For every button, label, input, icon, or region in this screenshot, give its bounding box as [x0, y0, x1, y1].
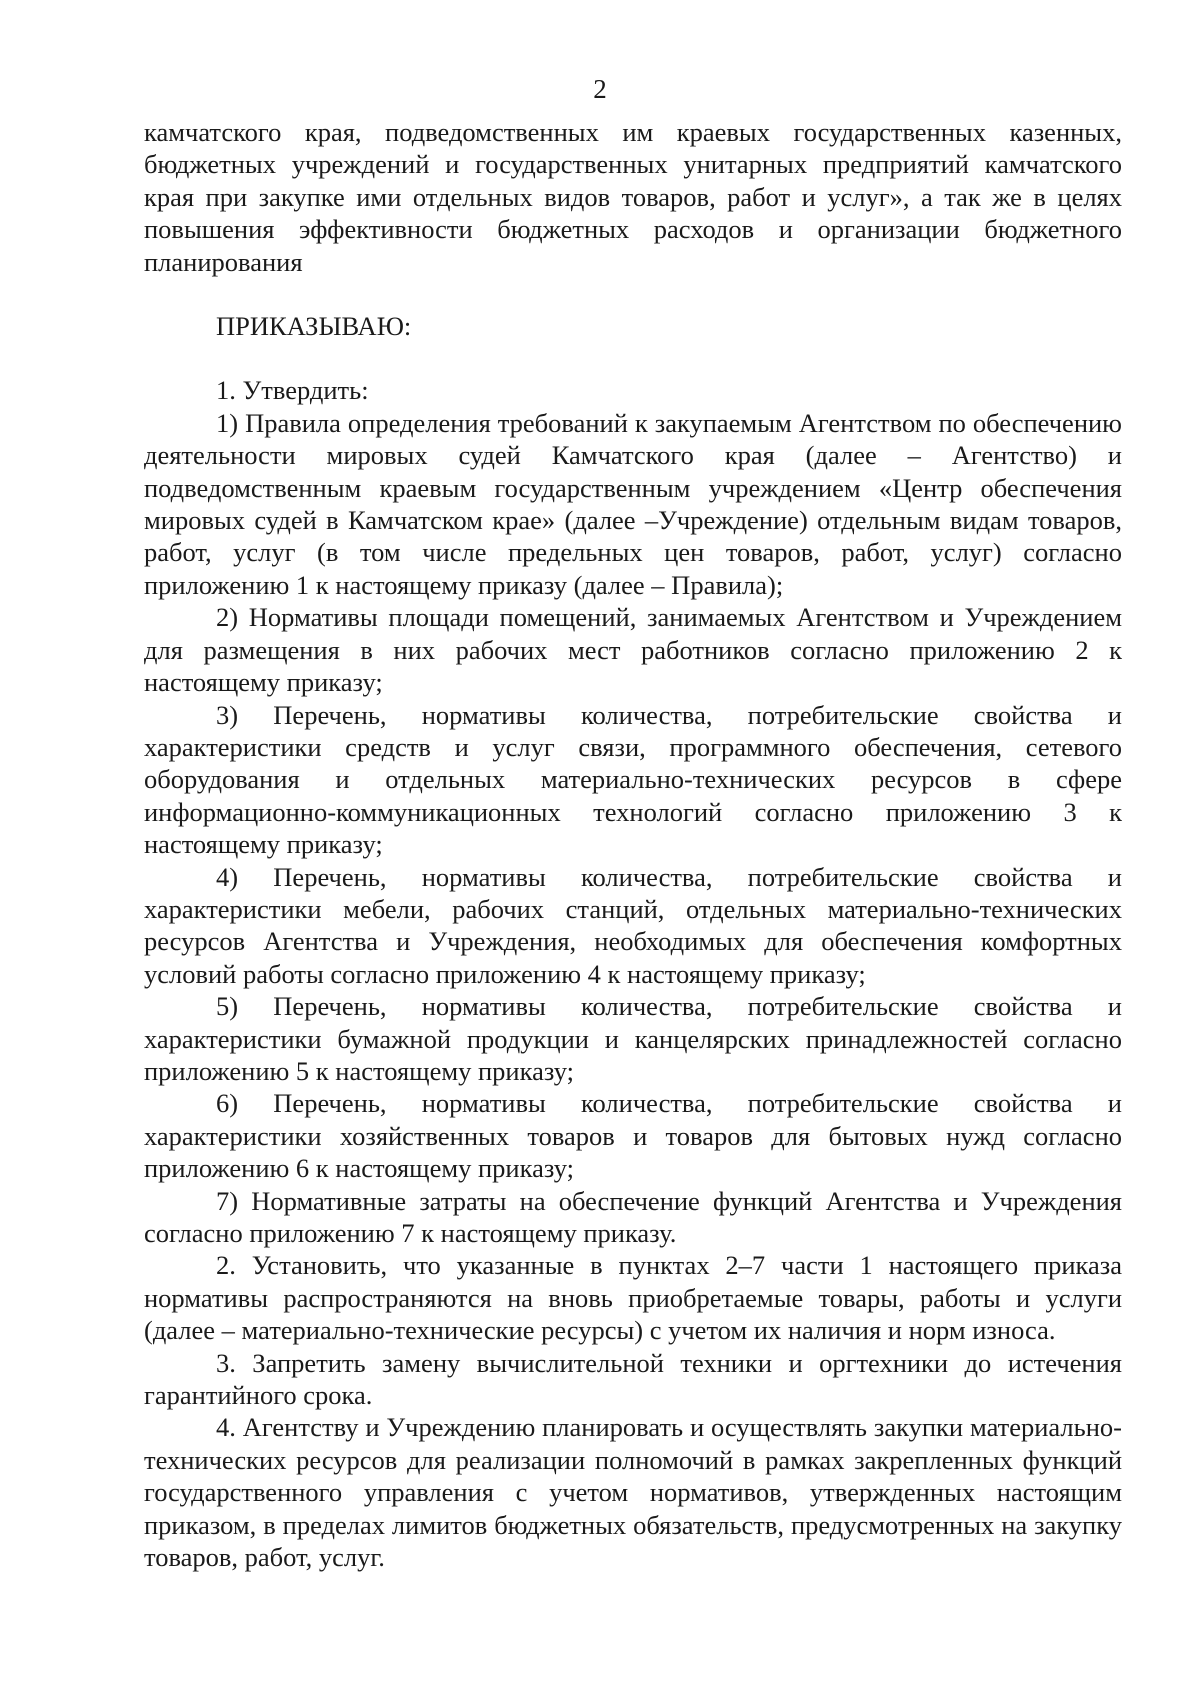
subitem-4-furniture-list: 4) Перечень, нормативы количества, потребительские свойства и характеристики мебели, рабочих станций, отдельных материально-технических ресурсов Агентства и Учреждения, необходимых для обеспечения комфортных условий работы согласно приложению 4 к настоящему приказу; [144, 861, 1122, 989]
subitem-6-household-list: 6) Перечень, нормативы количества, потребительские свойства и характеристики хозяйственных товаров и товаров для бытовых нужд согласно приложению 6 к настоящему приказу; [144, 1088, 1122, 1184]
item-4-procurement: 4. Агентству и Учреждению планировать и осуществлять закупки материально-технических ресурсов для реализации полномочий в рамках закрепленных функций государственного управления с учетом нормативов, утвержденных настоящим приказом, в пределах лимитов бюджетных обязательств, предусмотренных на закупку товаров, работ, услуг. [144, 1412, 1122, 1573]
order-heading: ПРИКАЗЫВАЮ: [216, 311, 412, 342]
document-body [144, 116, 1122, 1573]
item-1-approve: 1. Утвердить: [216, 375, 369, 406]
item-2-establish: 2. Установить, что указанные в пунктах 2–7 части 1 настоящего приказа нормативы распространяются на вновь приобретаемые товары, работы и услуги (далее – материально-технические ресурсы) с учетом их наличия и норм износа. [144, 1250, 1122, 1346]
item-3-prohibit: 3. Запретить замену вычислительной техники и оргтехники до истечения гарантийного срока. [144, 1347, 1122, 1411]
intro-paragraph: камчатского края, подведомственных им краевых государственных казенных, бюджетных учреждений и государственных унитарных предприятий камчатского края при закупке ими отдельных видов товаров, работ и услуг», а так же в целях повышения эффективности бюджетных расходов и организации бюджетного планирования [144, 117, 1122, 277]
subitem-2-area-norms: 2) Нормативы площади помещений, занимаемых Агентством и Учреждением для размещения в них рабочих мест работников согласно приложению 2 к настоящему приказу; [144, 602, 1122, 698]
page-number: 2 [593, 74, 607, 104]
subitem-1-rules: 1) Правила определения требований к закупаемым Агентством по обеспечению деятельности мировых судей Камчатского края (далее – Агентство) и подведомственным краевым государственным учреждением «Центр обеспечения мировых судей в Камчатском крае» (далее –Учреждение) отдельным видам товаров, работ, услуг (в том числе предельных цен товаров, работ, услуг) согласно приложению 1 к настоящему приказу (далее – Правила); [144, 407, 1122, 600]
spacer [144, 342, 1122, 374]
subitem-7-cost-norms: 7) Нормативные затраты на обеспечение функций Агентства и Учреждения согласно приложению 7 к настоящему приказу. [144, 1185, 1122, 1248]
subitem-3-ict-list: 3) Перечень, нормативы количества, потребительские свойства и характеристики средств и услуг связи, программного обеспечения, сетевого оборудования и отдельных материально-технических ресурсов в сфере информационно-коммуникационных технологий согласно приложению 3 к настоящему приказу; [144, 699, 1122, 860]
subitem-5-paper-list: 5) Перечень, нормативы количества, потребительские свойства и характеристики бумажной продукции и канцелярских принадлежностей согласно приложению 5 к настоящему приказу; [144, 991, 1122, 1086]
spacer [144, 278, 1122, 310]
